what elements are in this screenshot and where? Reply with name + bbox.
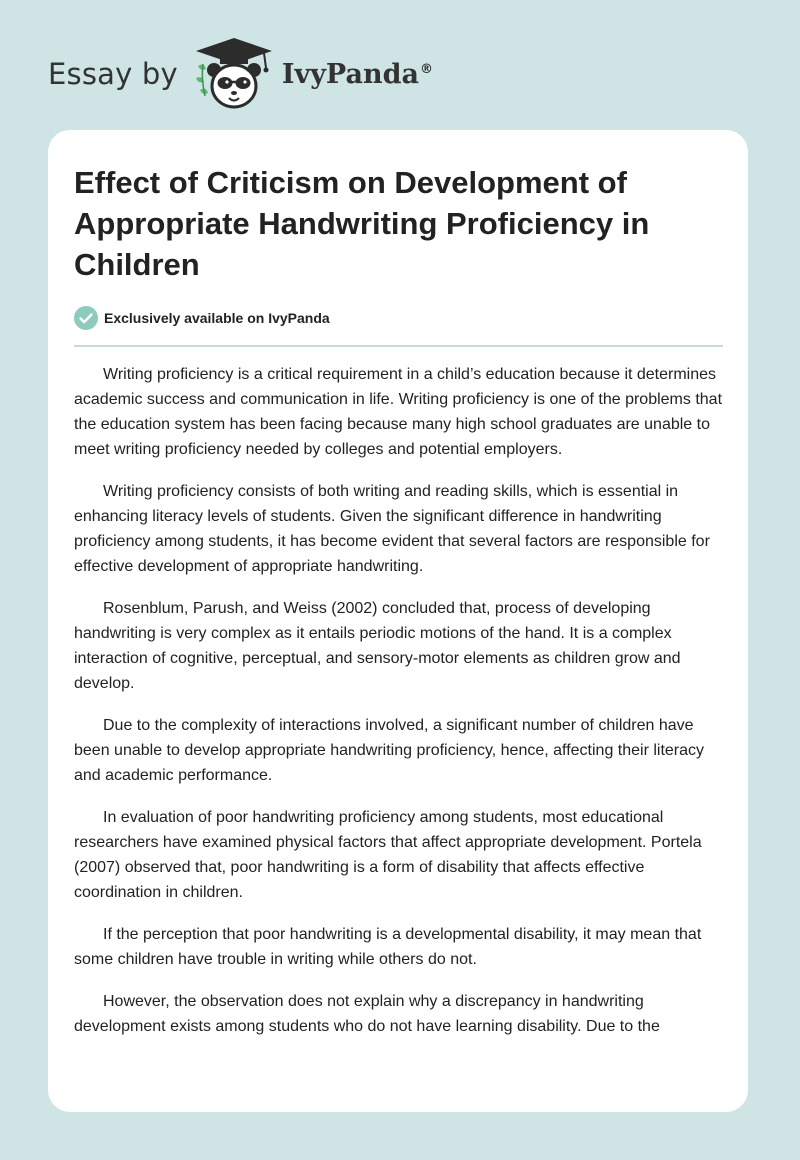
paragraph: In evaluation of poor handwriting proficiency among students, most educational researchers have examined physical factors that affect appropriate development. Portela (2007) observed that, poor handwriting is a form of disability that affects effective coordination in children. <box>74 809 702 901</box>
paragraph: However, the observation does not explain why a discrepancy in handwriting development exists among students who do not have learning disability. Due to the <box>74 993 660 1035</box>
paragraph: If the perception that poor handwriting is a developmental disability, it may mean that some children have trouble in writing while others do not. <box>74 926 702 968</box>
panda-logo-icon[interactable] <box>192 34 276 114</box>
paragraph: Writing proficiency consists of both writing and reading skills, which is essential in enhancing literacy levels of students. Given the significant difference in handwriting proficiency among students, it has become evident that several factors are responsible for effective development of appropriate handwriting. <box>74 483 710 575</box>
essay-card <box>48 130 748 1112</box>
essay-title: Effect of Criticism on Development of Appropriate Handwriting Proficiency in Children <box>74 165 650 282</box>
paragraph: Due to the complexity of interactions involved, a significant number of children have been unable to develop appropriate handwriting proficiency, hence, affecting their literacy and academic performance. <box>74 717 705 784</box>
site-header <box>48 34 433 114</box>
exclusive-badge-label: Exclusively available on IvyPanda <box>104 310 330 326</box>
paragraph: Writing proficiency is a critical requirement in a child’s education because it determines academic success and communication in life. Writing proficiency is one of the problems that the education system has been facing because many high school graduates are unable to meet writing proficiency needed by colleges and potential employers. <box>74 366 723 458</box>
brand-prefix: Essay by <box>48 57 178 91</box>
paragraph: Rosenblum, Parush, and Weiss (2002) concluded that, process of developing handwriting is very complex as it entails periodic motions of the hand. It is a complex interaction of cognitive, perceptual, and sensory-motor elements as children grow and develop. <box>74 600 681 692</box>
divider <box>74 345 723 347</box>
registered-mark: ® <box>419 61 433 77</box>
brand-name[interactable]: IvyPanda® <box>281 58 433 90</box>
essay-body <box>74 362 724 1056</box>
check-circle-icon <box>74 306 98 330</box>
exclusive-badge <box>74 306 330 330</box>
